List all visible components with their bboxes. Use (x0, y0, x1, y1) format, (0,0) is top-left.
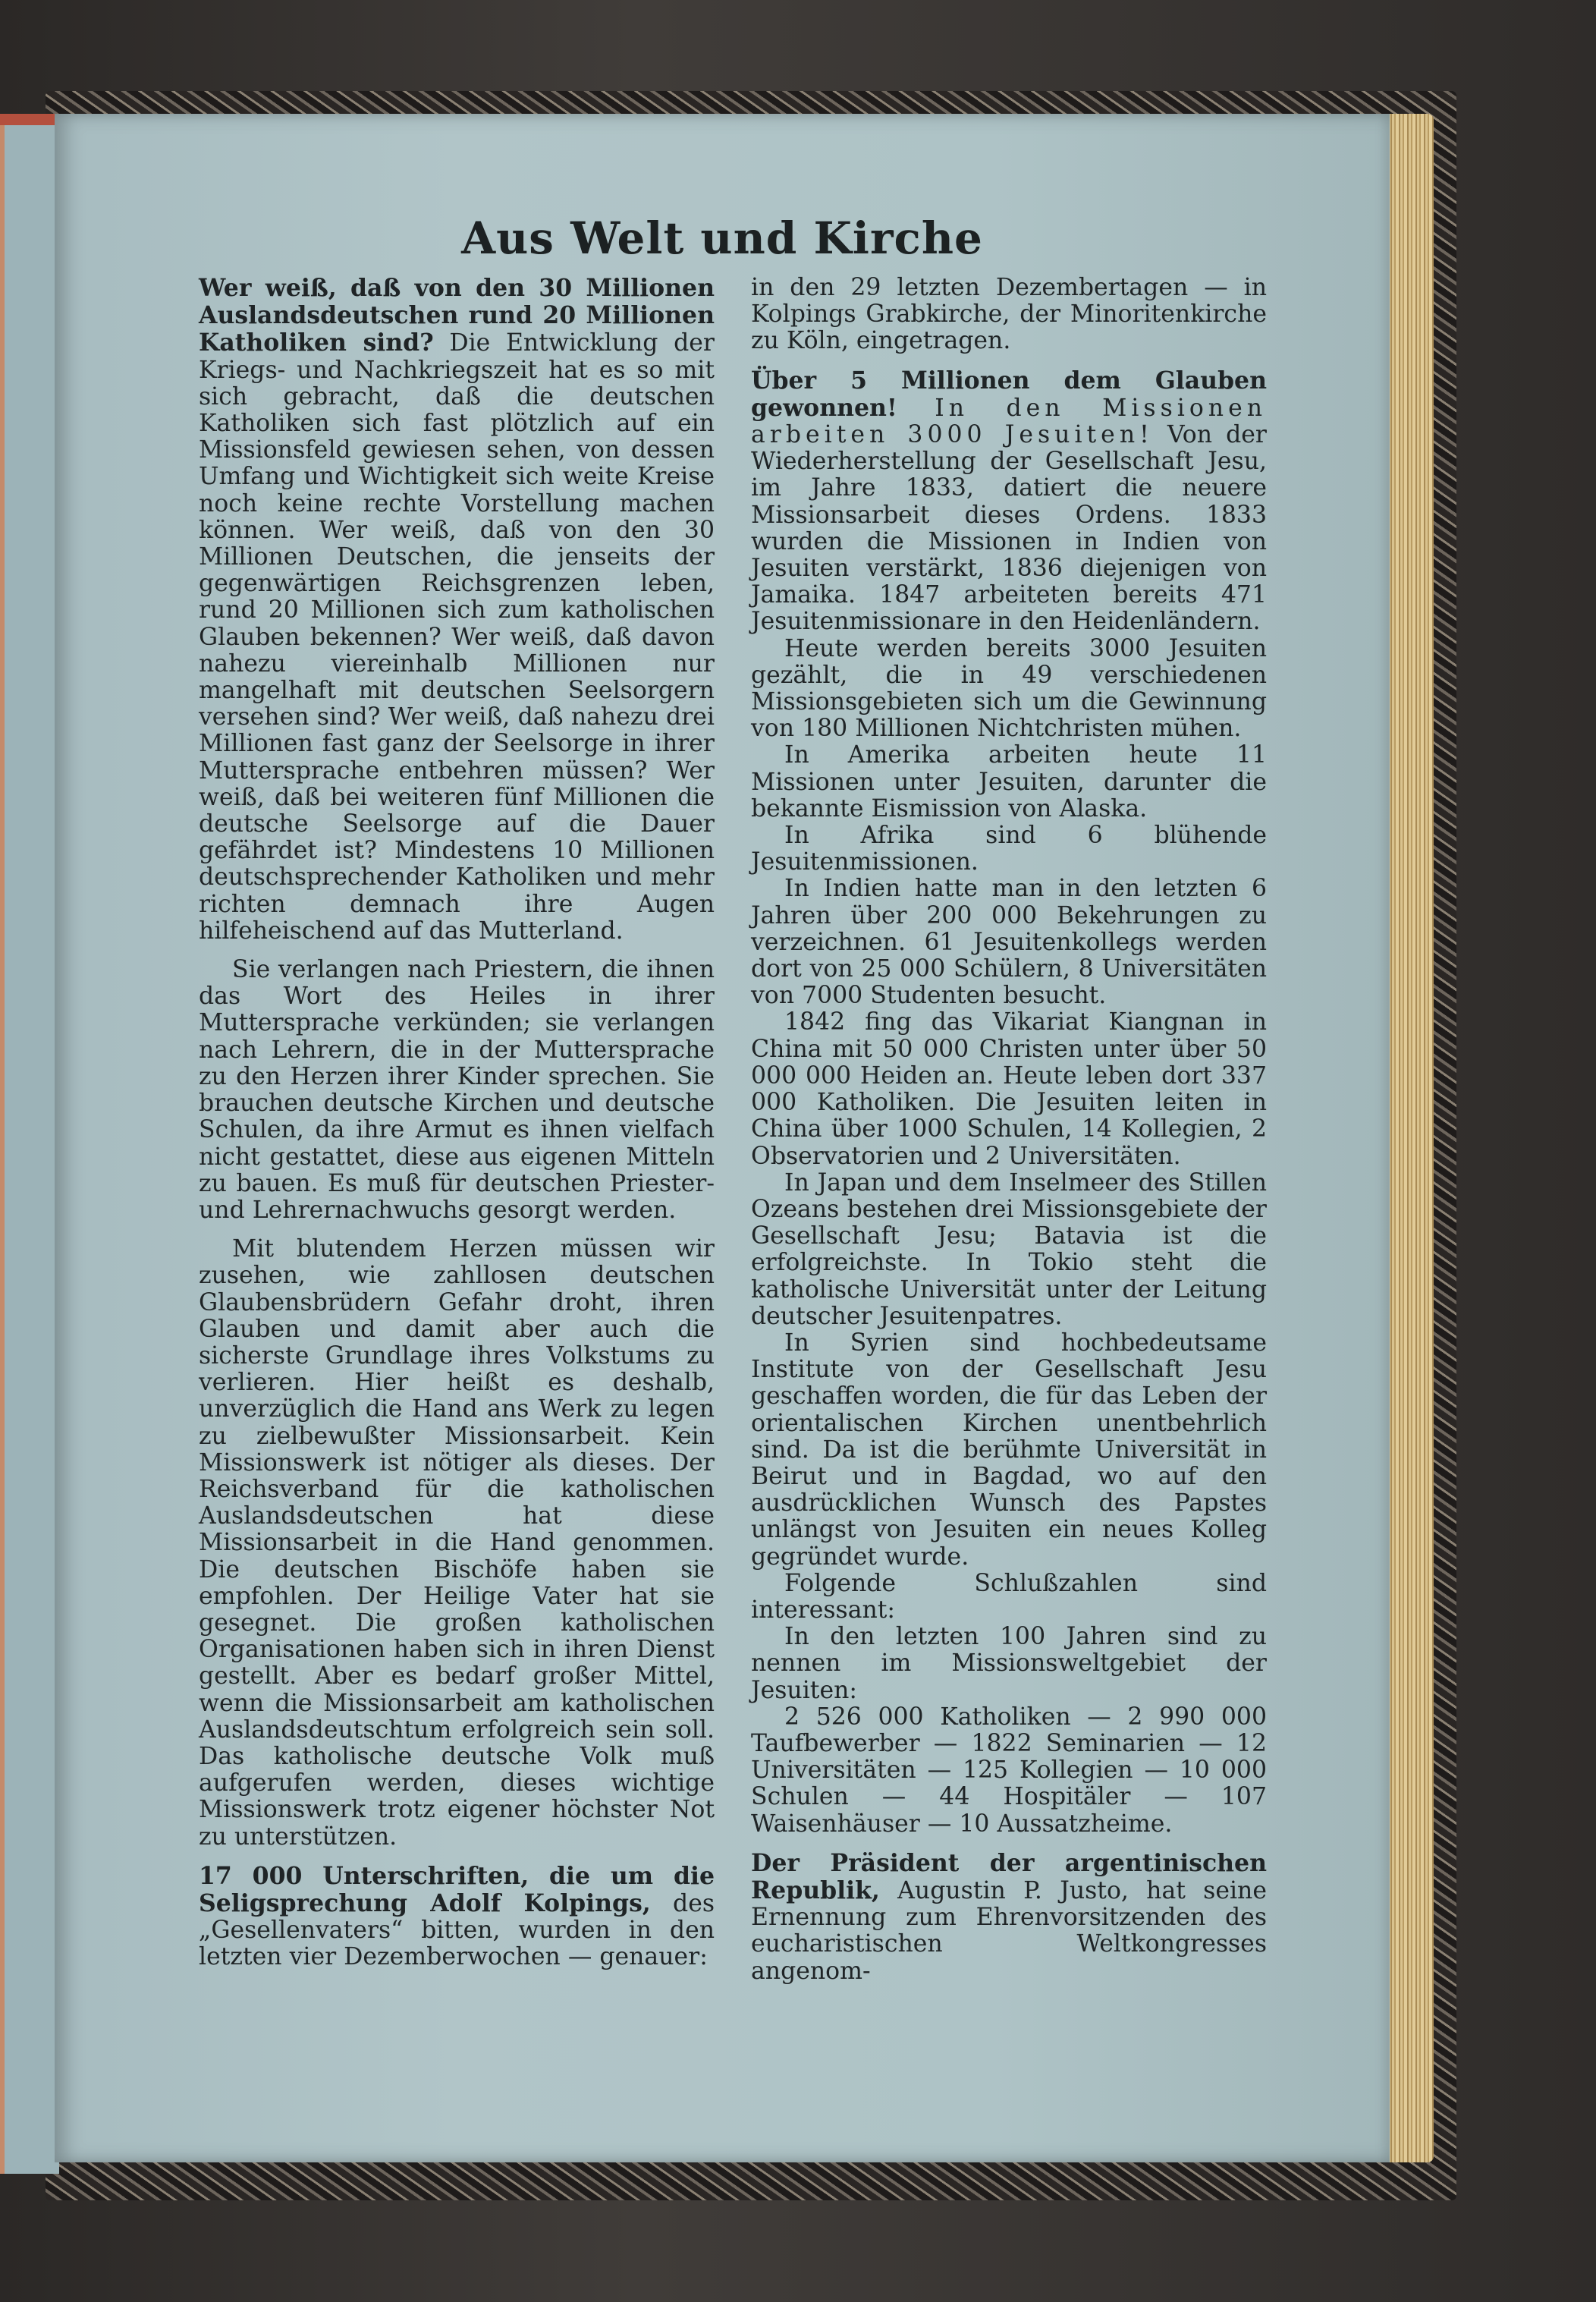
lead-bold: Der Präsident der argentinischen Republik, (751, 1848, 1267, 1904)
article-jesuit-missions (751, 367, 1267, 636)
paragraph: In Indien hatte man in den letzten 6 Jahren über 200 000 Bekehrungen zu verzeichnen. 61 Jesuitenkollegs werden dort von 25 000 Schülern, 8 Universitäten von 7000 Studenten besucht. (751, 875, 1267, 1010)
paragraph: in den 29 letzten Dezembertagen — in Kolpings Grabkirche, der Minoritenkirche zu Köln, eingetragen. (751, 274, 1267, 355)
book-page (55, 114, 1390, 2162)
left-column (199, 275, 715, 1971)
paragraph: In Japan und dem Inselmeer des Stillen Ozeans bestehen drei Missionsgebiete der Gesellschaft Jesu; Batavia ist die erfolgreichste. In Tokio steht die katholische Universität unter der Leitung deutscher Jesuitenpatres. (751, 1168, 1267, 1330)
paragraph: Heute werden bereits 3000 Jesuiten gezählt, die in 49 verschiedenen Missionsgebieten sich um die Gewinnung von 180 Millionen Nichtchristen mühen. (751, 634, 1267, 743)
spaced-text: In den Missionen arbeiten 3000 Jesuiten! (751, 394, 1267, 449)
paragraph: In Afrika sind 6 blühende Jesuitenmissionen. (751, 822, 1267, 876)
article-kolping-missions (199, 275, 715, 945)
page-title: Aus Welt und Kirche (461, 212, 983, 264)
paragraph-text: Von der Wiederherstellung der Gesellschaft Jesu, im Jahre 1833, datiert die neuere Missionsarbeit dieses Ordens. 1833 wurden die Missionen in Indien von Jesuiten verstärkt, 1836 diejenigen von Jamaika. 1847 arbeiteten bereits 471 Jesuitenmissionare in den Heidenländern. (751, 421, 1267, 636)
right-column (751, 275, 1267, 1985)
paragraph: In den letzten 100 Jahren sind zu nennen im Missionsweltgebiet der Jesuiten: (751, 1623, 1267, 1704)
paragraph-text: Die Entwicklung der Kriegs- und Nachkriegszeit hat es so mit sich gebracht, daß die deutschen Katholiken sich fast plötzlich auf ein Missionsfeld gewiesen sehen, von dessen Umfang und Wichtigkeit sich weite Kreise noch keine rechte Vorstellung machen können. Wer weiß, daß von den 30 Millionen Deutschen, die jenseits der gegenwärtigen Reichsgrenzen leben, rund 20 Millionen sich zum katholischen Glauben bekennen? Wer weiß, daß davon nahezu viereinhalb Millionen nur mangelhaft mit deutschen Seelsorgern versehen sind? Wer weiß, daß nahezu drei Millionen fast ganz der Seelsorge in ihrer Muttersprache entbehren müssen? Wer weiß, daß bei weiteren fünf Millionen die deutsche Seelsorge auf die Dauer gefährdet ist? Mindestens 10 Millionen deutschsprechender Katholiken und mehr richten demnach ihre Augen hilfeheischend auf das Mutterland. (199, 329, 715, 945)
paragraph: 1842 fing das Vikariat Kiangnan in China mit 50 000 Christen unter über 50 000 000 Heiden an. Heute leben dort 337 000 Katholiken. Die Jesuiten leiten in China über 1000 Schulen, 14 Kollegien, 2 Observatorien und 2 Universitäten. (751, 1008, 1267, 1170)
article-kolping-beatification (199, 1863, 715, 1971)
paragraph-text: des „Gesellenvaters“ bitten, wurden in den letzten vier Dezemberwochen — genauer: (199, 1889, 715, 1971)
facing-page-edge (0, 125, 59, 2174)
paragraph-text: Augustin P. Justo, hat seine Ernennung zum Ehrenvorsitzenden des eucharistischen Weltkongresses angenom- (751, 1876, 1267, 1985)
lead-bold: Über 5 Millionen dem Glauben gewonnen! (751, 366, 1267, 422)
lead-bold: 17 000 Unterschriften, die um die Seligsprechung Adolf Kolpings, (199, 1861, 715, 1917)
lead-bold: Wer weiß, daß von den 30 Millionen Auslandsdeutschen rund 20 Millionen Katholiken sind? (199, 274, 715, 357)
paragraph: Mit blutendem Herzen müssen wir zusehen, wie zahllosen deutschen Glaubensbrüdern Gefahr droht, ihren Glauben und damit aber auch die sicherste Grundlage ihres Volkstums zu verlieren. Hier heißt es deshalb, unverzüglich die Hand ans Werk zu legen zu zielbewußter Missionsarbeit. Kein Missionswerk ist nötiger als dieses. Der Reichsverband für die katholischen Auslandsdeutschen hat diese Missionsarbeit in die Hand genommen. Die deutschen Bischöfe haben sie empfohlen. Der Heilige Vater hat sie gesegnet. Die großen katholischen Organisationen haben sich in ihren Dienst gestellt. Aber es bedarf großer Mittel, wenn die Missionsarbeit am katholischen Auslandsdeutschtum erfolgreich sein soll. Das katholische deutsche Volk muß aufgerufen werden, dieses wichtige Missionswerk trotz eigener höchster Not zu unterstützen. (199, 1235, 715, 1851)
article-argentina-president (751, 1850, 1267, 1985)
paragraph: In Amerika arbeiten heute 11 Missionen unter Jesuiten, darunter die bekannte Eismission von Alaska. (751, 741, 1267, 822)
statistics-paragraph: 2 526 000 Katholiken — 2 990 000 Taufbewerber — 1822 Seminarien — 12 Universitäten — 125 Kollegien — 10 000 Schulen — 44 Hospitäler — 107 Waisenhäuser — 10 Aussatzheime. (751, 1703, 1267, 1838)
paragraph: Sie verlangen nach Priestern, die ihnen das Wort des Heiles in ihrer Muttersprache verkünden; sie verlangen nach Lehrern, die in der Muttersprache zu den Herzen ihrer Kinder sprechen. Sie brauchen deutsche Kirchen und deutsche Schulen, da ihre Armut es ihnen vielfach nicht gestattet, diese aus eigenen Mitteln zu bauen. Es muß für deutschen Priester- und Lehrernachwuchs gesorgt werden. (199, 956, 715, 1224)
paragraph: Folgende Schlußzahlen sind interessant: (751, 1569, 1267, 1624)
paragraph: In Syrien sind hochbedeutsame Institute von der Gesellschaft Jesu geschaffen worden, die für das Leben der orientalischen Kirchen unentbehrlich sind. Da ist die berühmte Universität in Beirut und in Bagdad, wo auf den ausdrücklichen Wunsch des Papstes unlängst von Jesuiten ein neues Kolleg gegründet wurde. (751, 1329, 1267, 1571)
